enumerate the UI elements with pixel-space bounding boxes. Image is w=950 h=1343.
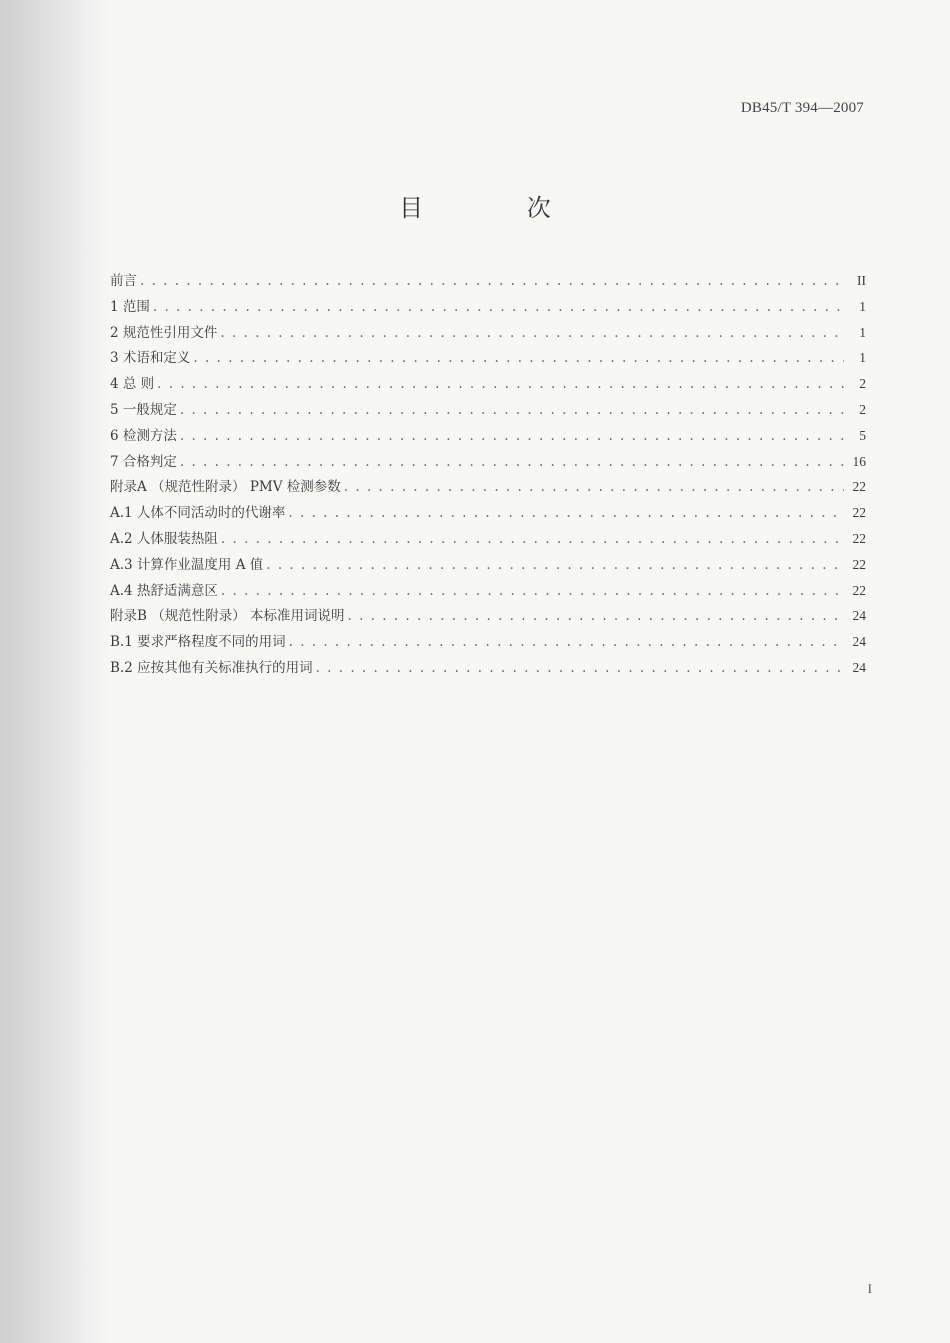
toc-entry-page: 1	[859, 350, 866, 366]
toc-entry-label: 附录B （规范性附录） 本标准用词说明	[110, 608, 345, 625]
toc-entry[interactable]	[110, 603, 866, 629]
toc-entry[interactable]	[110, 578, 866, 604]
toc-entry-page: 1	[859, 298, 866, 314]
toc-entry-page: 22	[852, 556, 866, 572]
toc-entry-label: B.1 要求严格程度不同的用词	[110, 634, 286, 651]
document-code: DB45/T 394—2007	[740, 100, 864, 116]
toc-entry-label: 前言	[110, 273, 137, 289]
toc-entry-page: 22	[852, 582, 866, 598]
table-of-contents	[110, 268, 866, 681]
toc-entry[interactable]	[110, 294, 866, 320]
toc-entry-page: II	[857, 273, 866, 288]
toc-entry[interactable]	[110, 423, 866, 449]
toc-entry-label: 5 一般规定	[110, 401, 177, 418]
toc-entry-page: 5	[859, 427, 866, 443]
toc-leader-dots	[180, 450, 844, 476]
toc-leader-dots	[193, 346, 844, 372]
toc-entry-page: 2	[859, 376, 866, 392]
toc-entry-page: 24	[852, 634, 866, 650]
toc-entry[interactable]	[110, 397, 866, 423]
toc-entry-label: 1 范围	[110, 298, 150, 315]
toc-entry[interactable]	[110, 371, 866, 397]
toc-leader-dots	[344, 475, 844, 501]
toc-leader-dots	[157, 372, 844, 398]
toc-entry[interactable]	[110, 552, 866, 578]
toc-leader-dots	[266, 553, 844, 579]
toc-entry-page: 1	[859, 324, 866, 340]
toc-entry-page: 22	[852, 530, 866, 546]
toc-entry-label: A.4 热舒适满意区	[110, 582, 218, 599]
toc-entry-label: A.3 计算作业温度用 A 值	[110, 556, 264, 573]
toc-leader-dots	[348, 604, 844, 630]
toc-leader-dots	[220, 321, 844, 347]
toc-entry-label: 附录A （规范性附录） PMV 检测参数	[110, 479, 341, 496]
toc-entry-label: 3 术语和定义	[110, 350, 191, 367]
toc-entry[interactable]	[110, 526, 866, 552]
toc-entry-page: 2	[859, 401, 866, 417]
toc-entry[interactable]	[110, 320, 866, 346]
toc-entry-page: 16	[852, 453, 866, 469]
toc-entry-label: 6 检测方法	[110, 427, 177, 444]
page-number: I	[867, 1281, 872, 1296]
toc-entry-page: 24	[852, 659, 866, 675]
toc-entry[interactable]	[110, 345, 866, 371]
toc-entry[interactable]	[110, 655, 866, 681]
toc-entry-page: 22	[852, 479, 866, 495]
toc-entry[interactable]	[110, 629, 866, 655]
toc-leader-dots	[153, 295, 844, 321]
toc-leader-dots	[221, 527, 844, 553]
toc-entry-label: A.2 人体服装热阻	[110, 530, 218, 547]
toc-leader-dots	[289, 630, 844, 656]
toc-entry[interactable]	[110, 449, 866, 475]
toc-leader-dots	[180, 424, 844, 450]
page-title: 目 次	[399, 194, 599, 222]
toc-leader-dots	[140, 269, 844, 295]
toc-entry-label: A.1 人体不同活动时的代谢率	[110, 505, 286, 522]
toc-entry[interactable]	[110, 500, 866, 526]
toc-entry-page: 22	[852, 505, 866, 521]
toc-entry-label: 2 规范性引用文件	[110, 324, 218, 341]
toc-entry-label: 7 合格判定	[110, 453, 177, 470]
toc-leader-dots	[180, 398, 844, 424]
toc-leader-dots	[288, 501, 844, 527]
toc-entry-label: 4 总 则	[110, 376, 155, 393]
toc-entry-page: 24	[852, 608, 866, 624]
toc-leader-dots	[316, 656, 844, 682]
toc-entry[interactable]	[110, 268, 866, 294]
toc-leader-dots	[221, 579, 844, 605]
toc-entry-label: B.2 应按其他有关标准执行的用词	[110, 659, 313, 676]
toc-entry[interactable]	[110, 474, 866, 500]
